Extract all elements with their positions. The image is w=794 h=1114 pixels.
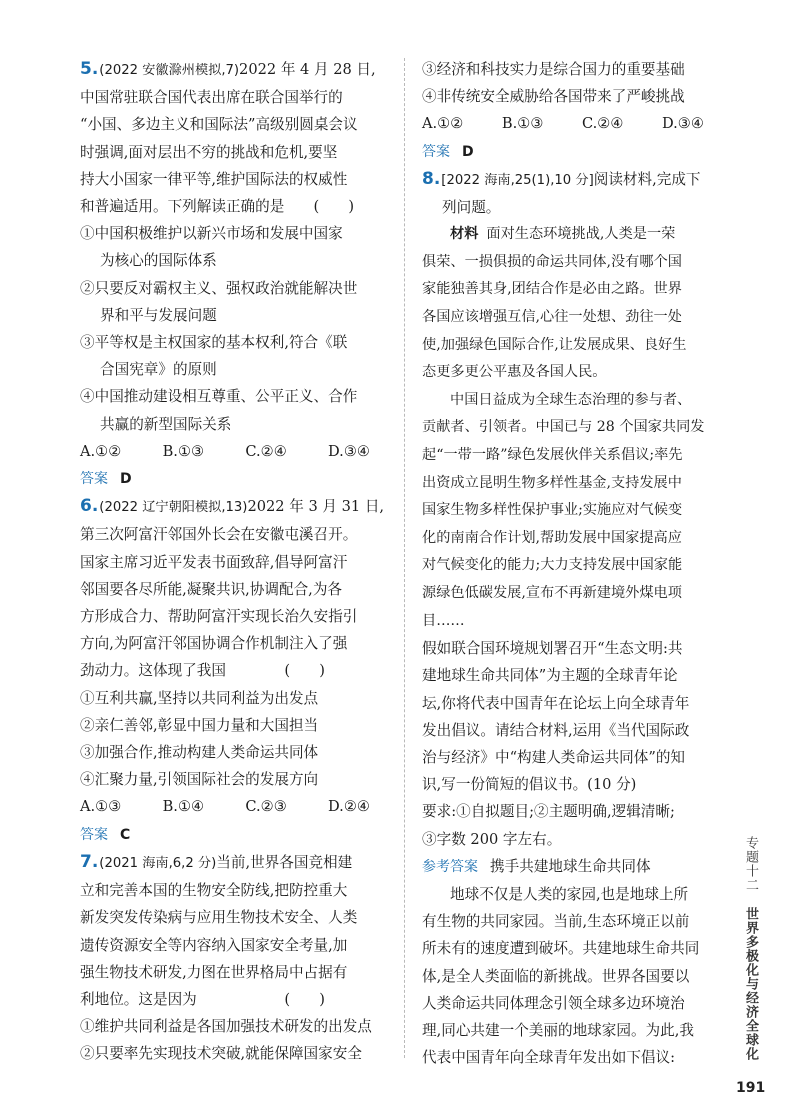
material-text: 目…… <box>422 612 465 629</box>
material-text: 家能独善其身,团结合作是必由之路。世界 <box>422 281 682 298</box>
option-d: D.③④ <box>661 115 704 133</box>
question-number: 8. <box>422 168 441 189</box>
question-text: 强生物技术研发,力图在世界格局中占据有 <box>80 963 348 981</box>
option-a: A.①② <box>422 115 464 133</box>
question-text: 劲动力。这体现了我国 ( ) <box>80 662 325 680</box>
task-text: 识,写一份简短的倡议书。(10 分) <box>422 776 637 794</box>
answer-value: C <box>120 826 131 843</box>
chapter-title: 世界多极化与经济全球化 <box>743 907 758 1062</box>
question-text: 中国常驻联合国代表出席在联合国举行的 <box>80 89 343 107</box>
material-text: 俱荣、一损俱损的命运共同体,没有哪个国 <box>422 253 682 270</box>
answer-label: 答案 <box>80 826 108 843</box>
option-b: B.①④ <box>162 798 205 816</box>
choice-item: ④汇聚力量,引领国际社会的发展方向 <box>80 771 319 789</box>
answer-row <box>80 465 388 493</box>
choice-item: ②亲仁善邻,彰显中国力量和大国担当 <box>80 716 319 734</box>
reference-answer-text: 人类命运共同体理念引领全球多边环境治 <box>422 994 685 1012</box>
question-text: 和普遍适用。下列解读正确的是 ( ) <box>80 198 355 216</box>
material-label: 材料 <box>450 226 479 243</box>
choice-item: ①维护共同利益是各国加强技术研发的出发点 <box>80 1018 372 1036</box>
material-text: 国家生物多样性保护事业;实施应对气候变 <box>422 502 683 519</box>
reference-answer-text: 有生物的共同家园。当前,生态环境正以前 <box>422 913 690 931</box>
material-text: 中国日益成为全球生态治理的参与者、 <box>450 391 692 408</box>
option-b: B.①③ <box>162 442 205 460</box>
option-d: D.②④ <box>328 798 370 816</box>
material-text: 各国应该增强互信,心往一处想、劲往一处 <box>422 309 682 325</box>
question-7-cont <box>422 56 722 166</box>
material-text: 使,加强绿色国际合作,让发展成果、良好生 <box>422 336 687 353</box>
choice-item-cont: 共赢的新型国际关系 <box>100 415 232 433</box>
question-text: 国家主席习近平发表书面致辞,倡导阿富汗 <box>80 553 348 571</box>
material-text: 化的南南合作计划,帮助发展中国家提高应 <box>422 529 682 546</box>
material-text: 出资成立昆明生物多样性基金,支持发展中 <box>422 474 682 491</box>
option-row <box>422 110 722 137</box>
option-c: C.②④ <box>245 442 287 460</box>
option-c: C.②③ <box>245 798 287 816</box>
question-7 <box>80 849 388 1068</box>
answer-row <box>422 138 722 166</box>
question-text: 2022 年 4 月 28 日, <box>239 61 376 78</box>
question-6 <box>80 493 388 849</box>
reference-answer-label: 参考答案 <box>422 858 478 875</box>
question-8 <box>422 166 722 1072</box>
task-text: 建地球生命共同体”为主题的全球青年论 <box>422 667 678 685</box>
task-text: 发出倡议。请结合材料,运用《当代国际政 <box>422 721 690 739</box>
material-text: 面对生态环境挑战,人类是一荣 <box>486 226 676 243</box>
question-source: (2021 海南,6,2 分) <box>99 855 217 871</box>
option-row <box>80 793 388 820</box>
reference-answer-text: 所未有的速度遭到破坏。共建地球生命共同 <box>422 940 700 958</box>
task-text: 治与经济》中“构建人类命运共同体”的知 <box>422 748 686 766</box>
option-c: C.②④ <box>581 115 624 133</box>
option-d: D.③④ <box>328 442 370 460</box>
question-5 <box>80 56 388 493</box>
question-text: 持大小国家一律平等,维护国际法的权威性 <box>80 170 348 188</box>
reference-answer-text: 代表中国青年向全球青年发出如下倡议: <box>422 1049 676 1067</box>
question-text: 利地位。这是因为 ( ) <box>80 990 325 1008</box>
choice-item-cont: 界和平与发展问题 <box>100 306 217 324</box>
question-source: [2022 海南,25(1),10 分] <box>441 172 594 188</box>
option-b: B.①③ <box>501 115 544 133</box>
question-text: 时强调,面对层出不穷的挑战和危机,要坚 <box>80 143 338 161</box>
choice-item: ④中国推动建设相互尊重、公平正义、合作 <box>80 388 358 406</box>
task-text: 假如联合国环境规划署召开“生态文明:共 <box>422 640 683 658</box>
option-a: A.①② <box>80 442 122 460</box>
answer-row <box>80 821 388 849</box>
requirement-text: ③字数 200 字左右。 <box>422 830 562 848</box>
question-number: 6. <box>80 496 99 517</box>
choice-item: ③经济和科技实力是综合国力的重要基础 <box>422 61 685 78</box>
reference-answer-title: 携手共建地球生命共同体 <box>490 857 651 875</box>
choice-item: ④非传统安全威胁给各国带来了严峻挑战 <box>422 88 685 106</box>
answer-value: D <box>120 471 132 488</box>
question-text: 2022 年 3 月 31 日, <box>247 498 385 516</box>
question-source: (2022 辽宁朝阳模拟,13) <box>99 500 248 516</box>
question-text: 立和完善本国的生物安全防线,把防控重大 <box>80 882 348 900</box>
question-text: 方向,为阿富汗邻国协调合作机制注入了强 <box>80 635 348 653</box>
question-source: (2022 安徽滁州模拟,7) <box>99 63 240 78</box>
choice-item: ②只要反对霸权主义、强权政治就能解决世 <box>80 279 358 297</box>
task-block <box>422 635 722 853</box>
question-number: 5. <box>80 59 99 79</box>
answer-value: D <box>462 143 474 160</box>
question-text: “小国、多边主义和国际法”高级别圆桌会议 <box>80 116 358 134</box>
left-column <box>80 56 388 1068</box>
reference-answer-text: 地球不仅是人类的家园,也是地球上所 <box>450 885 689 903</box>
question-text: 第三次阿富汗邻国外长会在安徽屯溪召开。 <box>80 526 358 544</box>
reference-answer <box>422 853 722 1072</box>
choice-item: ②只要率先实现技术突破,就能保障国家安全 <box>80 1045 362 1063</box>
task-text: 坛,你将代表中国青年在论坛上向全球青年 <box>422 694 690 712</box>
choice-item-cont: 合国宪章》的原则 <box>100 361 217 379</box>
material-text: 源绿色低碳发展,宣布不再新建境外煤电项 <box>422 584 682 601</box>
question-text: 阅读材料,完成下 <box>593 170 701 188</box>
chapter-topic: 专题十二 <box>743 836 758 892</box>
choice-item: ③加强合作,推动构建人类命运共同体 <box>80 744 319 762</box>
question-text: 方形成合力、帮助阿富汗实现长治久安指引 <box>80 608 358 626</box>
material-block <box>422 221 722 635</box>
choice-item: ①中国积极维护以新兴市场和发展中国家 <box>80 225 343 243</box>
choice-item: ①互利共赢,坚持以共同利益为出发点 <box>80 689 319 707</box>
question-text: 列问题。 <box>442 199 501 217</box>
right-column <box>422 56 722 1071</box>
column-divider <box>404 58 405 1058</box>
choice-item: ③平等权是主权国家的基本权利,符合《联 <box>80 334 348 352</box>
material-text: 态更多更公平惠及各国人民。 <box>422 364 607 381</box>
requirement-text: 要求:①自拟题目;②主题明确,逻辑清晰; <box>422 803 675 821</box>
material-text: 贡献者、引领者。中国已与 28 个国家共同发 <box>422 419 705 436</box>
option-row <box>80 438 388 465</box>
reference-answer-text: 体,是全人类面临的新挑战。世界各国要以 <box>422 967 690 985</box>
material-text: 对气候变化的能力;大力支持发展中国家能 <box>422 557 683 574</box>
page-number: 191 <box>736 1080 766 1096</box>
reference-answer-text: 理,同心共建一个美丽的地球家园。为此,我 <box>422 1021 694 1039</box>
question-number: 7. <box>80 851 99 872</box>
question-text: 邻国要各尽所能,凝聚共识,协调配合,为各 <box>80 580 343 598</box>
question-text: 新发突发传染病与应用生物技术安全、人类 <box>80 909 358 927</box>
material-text: 起“一带一路”绿色发展伙伴关系倡议;率先 <box>422 446 683 463</box>
question-text: 当前,世界各国竞相建 <box>216 853 353 871</box>
question-text: 遗传资源安全等内容纳入国家安全考量,加 <box>80 936 348 954</box>
option-a: A.①③ <box>80 798 122 816</box>
choice-item-cont: 为核心的国际体系 <box>100 252 217 270</box>
answer-label: 答案 <box>80 471 108 488</box>
answer-label: 答案 <box>422 143 450 160</box>
chapter-side-tab <box>742 836 758 1061</box>
